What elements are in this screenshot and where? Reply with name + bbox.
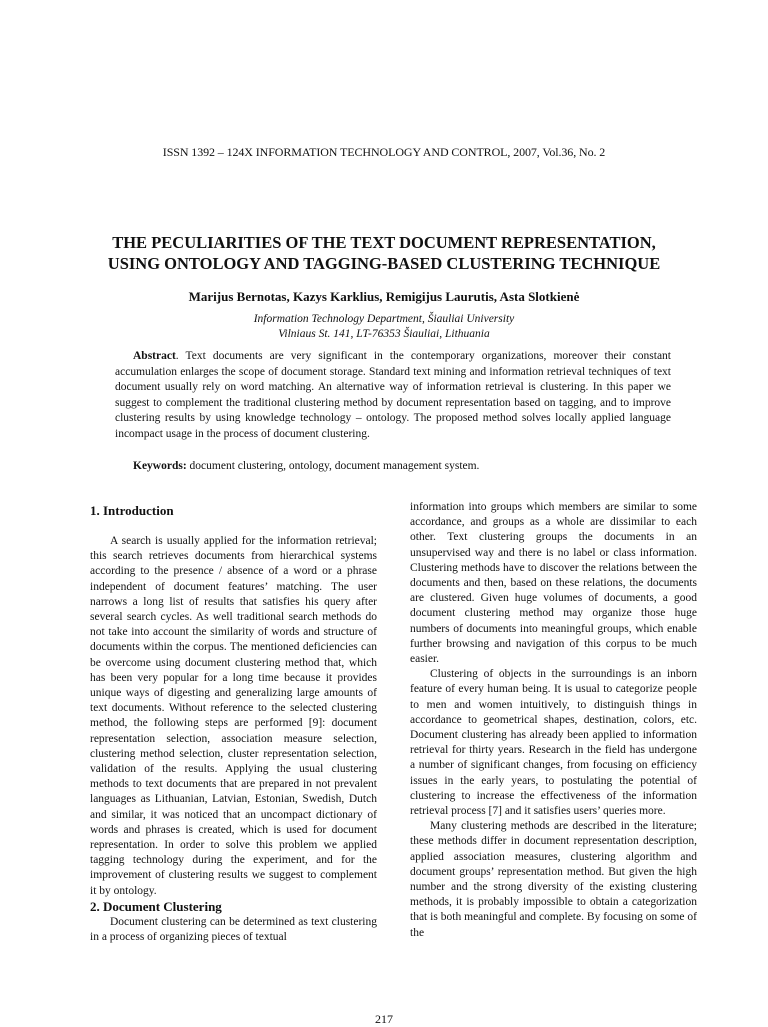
document-clustering-paragraph: Document clustering can be determined as text clustering in a process of organizing pieces of textual [90, 915, 377, 944]
title-line-1: THE PECULIARITIES OF THE TEXT DOCUMENT REPRESENTATION, [112, 233, 656, 252]
abstract [115, 349, 671, 443]
right-paragraph-3: Many clustering methods are described in the literature; these methods differ in document representation description, applied association measures, clustering algorithm and document groups’ representation method. But given the high number and the strong diversity of the existing clustering methods, it is probably impossible to obtain a categorization that is both meaningful and complete. By focusing on some of the [410, 820, 697, 939]
affiliation-line-1: Information Technology Department, Šiauliai University [253, 313, 515, 325]
abstract-label: Abstract [133, 350, 176, 362]
affiliation-line-2: Vilniaus St. 141, LT-76353 Šiauliai, Lithuania [278, 328, 490, 340]
section-heading-document-clustering: 2. Document Clustering [90, 898, 222, 914]
keywords-label: Keywords: [133, 460, 187, 472]
right-paragraph-1: information into groups which members are similar to some accordance, and groups as a whole are dissimilar to each other. Text clustering groups the documents in an unsupervised way and there is no label or class information. Clustering methods have to discover the relations between the documents and then, based on these relations, the documents are clustered. Given huge volumes of documents, a good document clustering method may organize those huge numbers of documents into meaningful groups, which enable further browsing and navigation of this corpus to be much easier. [410, 501, 697, 666]
title-line-2: USING ONTOLOGY AND TAGGING-BASED CLUSTERING TECHNIQUE [107, 254, 661, 273]
abstract-text: . Text documents are very significant in the contemporary organizations, moreover their constant accumulation enlarges the scope of document storage. Standard text mining and information retrieval techniques of text document usually rely on word matching. An alternative way of information retrieval is clustering. In this paper we suggest to complement the traditional clustering method by document representation based on tagging, and to improve clustering results by using knowledge technology – ontology. The proposed method solves locally applied language incompact usage in the process of document clustering. [115, 350, 671, 440]
paper-title [40, 232, 728, 274]
keywords [115, 459, 671, 475]
journal-header: ISSN 1392 – 124X INFORMATION TECHNOLOGY AND CONTROL, 2007, Vol.36, No. 2 [162, 145, 606, 159]
keywords-text: document clustering, ontology, document management system. [186, 460, 480, 472]
affiliation [0, 312, 768, 342]
left-column [90, 500, 377, 945]
page-number: 217 [375, 1012, 393, 1026]
section-heading-introduction: 1. Introduction [90, 503, 174, 518]
right-paragraph-2: Clustering of objects in the surroundings is an inborn feature of every human being. It is usual to categorize people to men and women intuitively, to distinguish things in accordance to geometrical shapes, destination, colors, etc. Document clustering has already been applied to information retrieval for thirty years. Research in the field has undergone a number of significant changes, from focusing on efficiency issues in the early years, to postulating the potential of clustering to increase the effectiveness of the information retrieval process [7] and it satisfies users’ queries more. [410, 668, 697, 818]
right-column [410, 500, 697, 941]
intro-paragraph: A search is usually applied for the information retrieval; this search retrieves documents from hierarchical systems according to the presence / absence of a word or a phrase independent of document features’ matching. The user narrows a long list of results that satisfies his query after several search cycles. As well traditional search methods do not take into account the similarity of words and structure of documents within the corpus. The mentioned deficiencies can be overcome using document clustering method that, which has been very popular for a long time because it provides unique ways of digesting and generalizing large amounts of text documents. Without reference to the selected clustering method, the following steps are performed [9]: document representation selection, association measure selection, clustering method selection, cluster representation selection, validation of the results. Applying the usual clustering methods to text documents that are prepared in not prevalent languages as Lithuanian, Latvian, Estonian, Swedish, Dutch and similar, it was noticed that an uncompact dictionary of words and phrases is created, which is used for document representation. In order to solve this problem we applied tagging technology during the experiment, and for the improvement of clustering results we suggest to complement it by ontology. [90, 535, 377, 897]
authors: Marijus Bernotas, Kazys Karklius, Remigijus Laurutis, Asta Slotkienė [188, 289, 580, 304]
